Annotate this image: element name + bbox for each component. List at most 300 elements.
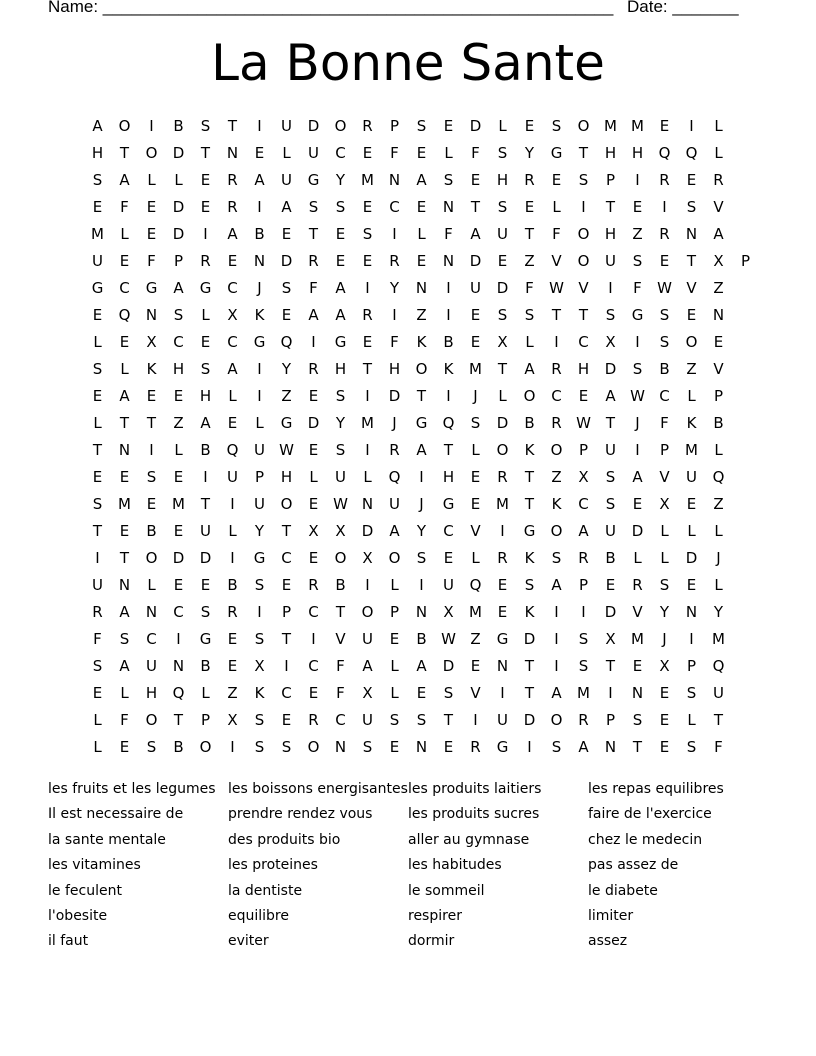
grid-letter[interactable]: B xyxy=(443,333,454,351)
grid-letter[interactable]: M xyxy=(685,441,698,459)
grid-letter[interactable]: I xyxy=(662,198,667,216)
grid-letter[interactable]: I xyxy=(554,603,559,621)
grid-letter[interactable]: R xyxy=(497,549,508,567)
grid-letter[interactable]: O xyxy=(496,441,509,459)
grid-letter[interactable]: O xyxy=(415,360,428,378)
grid-letter[interactable]: S xyxy=(335,441,346,459)
grid-letter[interactable]: Y xyxy=(254,522,265,540)
grid-letter[interactable]: E xyxy=(308,441,319,459)
grid-letter[interactable]: S xyxy=(524,306,535,324)
grid-letter[interactable]: S xyxy=(659,333,670,351)
grid-letter[interactable]: N xyxy=(118,441,131,459)
grid-letter[interactable]: V xyxy=(632,603,643,621)
grid-letter[interactable]: R xyxy=(308,711,319,729)
grid-letter[interactable]: T xyxy=(551,306,562,324)
grid-letter[interactable]: T xyxy=(524,684,535,702)
grid-letter[interactable]: P xyxy=(578,576,589,594)
grid-letter[interactable]: A xyxy=(470,225,481,243)
grid-letter[interactable]: E xyxy=(362,144,373,162)
grid-letter[interactable]: O xyxy=(577,225,590,243)
grid-letter[interactable]: D xyxy=(172,198,185,216)
grid-letter[interactable]: R xyxy=(308,360,319,378)
grid-letter[interactable]: E xyxy=(470,495,481,513)
grid-letter[interactable]: S xyxy=(659,576,670,594)
grid-letter[interactable]: L xyxy=(687,387,696,405)
grid-letter[interactable]: V xyxy=(686,279,697,297)
grid-letter[interactable]: D xyxy=(604,360,617,378)
grid-letter[interactable]: N xyxy=(496,657,509,675)
grid-letter[interactable]: P xyxy=(389,117,400,135)
grid-letter[interactable]: E xyxy=(281,576,292,594)
grid-letter[interactable]: S xyxy=(551,738,562,756)
grid-letter[interactable]: R xyxy=(659,225,670,243)
grid-letter[interactable]: E xyxy=(551,171,562,189)
grid-letter[interactable]: X xyxy=(146,333,157,351)
grid-letter[interactable]: E xyxy=(632,657,643,675)
grid-letter[interactable]: S xyxy=(173,306,184,324)
grid-letter[interactable]: F xyxy=(309,279,318,297)
grid-letter[interactable]: E xyxy=(470,657,481,675)
grid-letter[interactable]: E xyxy=(146,387,157,405)
grid-letter[interactable]: I xyxy=(689,630,694,648)
grid-letter[interactable]: S xyxy=(524,576,535,594)
grid-letter[interactable]: V xyxy=(713,198,724,216)
grid-letter[interactable]: Z xyxy=(632,225,643,243)
grid-letter[interactable]: O xyxy=(334,549,347,567)
grid-letter[interactable]: I xyxy=(419,576,424,594)
grid-letter[interactable]: T xyxy=(605,414,616,432)
grid-letter[interactable]: T xyxy=(524,225,535,243)
grid-letter[interactable]: H xyxy=(145,684,158,702)
grid-letter[interactable]: E xyxy=(146,495,157,513)
grid-letter[interactable]: S xyxy=(362,738,373,756)
grid-letter[interactable]: T xyxy=(524,657,535,675)
grid-letter[interactable]: S xyxy=(254,630,265,648)
grid-letter[interactable]: E xyxy=(713,333,724,351)
grid-letter[interactable]: Q xyxy=(658,144,671,162)
grid-letter[interactable]: Y xyxy=(659,603,670,621)
grid-letter[interactable]: L xyxy=(255,414,264,432)
grid-letter[interactable]: U xyxy=(254,441,265,459)
grid-letter[interactable]: B xyxy=(173,738,184,756)
grid-letter[interactable]: R xyxy=(632,576,643,594)
grid-letter[interactable]: L xyxy=(660,522,669,540)
grid-letter[interactable]: E xyxy=(308,549,319,567)
grid-letter[interactable]: U xyxy=(200,522,211,540)
grid-letter[interactable]: S xyxy=(497,198,508,216)
grid-letter[interactable]: F xyxy=(336,657,345,675)
grid-letter[interactable]: I xyxy=(446,279,451,297)
grid-letter[interactable]: W xyxy=(333,495,348,513)
grid-letter[interactable]: H xyxy=(388,360,401,378)
grid-letter[interactable]: R xyxy=(389,252,400,270)
grid-letter[interactable]: Q xyxy=(442,414,455,432)
grid-letter[interactable]: Y xyxy=(389,279,400,297)
grid-letter[interactable]: F xyxy=(633,279,642,297)
grid-letter[interactable]: P xyxy=(659,441,670,459)
grid-letter[interactable]: I xyxy=(365,441,370,459)
grid-letter[interactable]: H xyxy=(631,144,644,162)
grid-letter[interactable]: C xyxy=(551,387,562,405)
grid-letter[interactable]: S xyxy=(551,117,562,135)
grid-letter[interactable]: E xyxy=(119,738,130,756)
grid-letter[interactable]: S xyxy=(146,468,157,486)
grid-letter[interactable]: E xyxy=(92,684,103,702)
grid-letter[interactable]: W xyxy=(576,414,591,432)
grid-letter[interactable]: V xyxy=(470,522,481,540)
grid-letter[interactable]: O xyxy=(334,117,347,135)
grid-letter[interactable]: Z xyxy=(524,252,535,270)
grid-letter[interactable]: K xyxy=(416,333,427,351)
grid-letter[interactable]: R xyxy=(389,441,400,459)
grid-letter[interactable]: B xyxy=(227,576,238,594)
grid-letter[interactable]: L xyxy=(120,684,129,702)
grid-letter[interactable]: I xyxy=(500,522,505,540)
grid-letter[interactable]: M xyxy=(469,603,482,621)
grid-letter[interactable]: J xyxy=(419,495,424,513)
grid-letter[interactable]: I xyxy=(446,306,451,324)
grid-letter[interactable]: S xyxy=(578,657,589,675)
grid-letter[interactable]: G xyxy=(631,306,644,324)
grid-letter[interactable]: S xyxy=(497,306,508,324)
grid-letter[interactable]: T xyxy=(281,522,292,540)
grid-letter[interactable]: O xyxy=(145,711,158,729)
grid-letter[interactable]: S xyxy=(443,171,454,189)
grid-letter[interactable]: D xyxy=(442,657,455,675)
grid-letter[interactable]: L xyxy=(147,171,156,189)
grid-letter[interactable]: L xyxy=(687,522,696,540)
grid-letter[interactable]: C xyxy=(389,198,400,216)
grid-letter[interactable]: T xyxy=(308,225,319,243)
grid-letter[interactable]: N xyxy=(442,198,455,216)
grid-letter[interactable]: T xyxy=(578,144,589,162)
grid-letter[interactable]: R xyxy=(578,549,589,567)
grid-letter[interactable]: S xyxy=(551,549,562,567)
grid-letter[interactable]: T xyxy=(119,549,130,567)
grid-letter[interactable]: X xyxy=(578,468,589,486)
grid-letter[interactable]: E xyxy=(659,117,670,135)
grid-letter[interactable]: M xyxy=(496,495,509,513)
grid-letter[interactable]: Y xyxy=(335,414,346,432)
grid-letter[interactable]: S xyxy=(92,657,103,675)
grid-letter[interactable]: I xyxy=(527,738,532,756)
grid-letter[interactable]: B xyxy=(524,414,535,432)
grid-letter[interactable]: D xyxy=(469,117,482,135)
grid-letter[interactable]: U xyxy=(92,576,103,594)
grid-letter[interactable]: X xyxy=(497,333,508,351)
grid-letter[interactable]: E xyxy=(362,252,373,270)
grid-letter[interactable]: T xyxy=(281,630,292,648)
grid-letter[interactable]: Z xyxy=(713,495,724,513)
grid-letter[interactable]: X xyxy=(713,252,724,270)
grid-letter[interactable]: H xyxy=(496,171,509,189)
grid-letter[interactable]: H xyxy=(577,360,590,378)
grid-letter[interactable]: F xyxy=(552,225,561,243)
grid-letter[interactable]: F xyxy=(525,279,534,297)
grid-letter[interactable]: E xyxy=(173,468,184,486)
grid-letter[interactable]: U xyxy=(443,576,454,594)
grid-letter[interactable]: K xyxy=(551,495,562,513)
grid-letter[interactable]: L xyxy=(498,387,507,405)
grid-letter[interactable]: E xyxy=(173,522,184,540)
grid-letter[interactable]: S xyxy=(92,495,103,513)
grid-letter[interactable]: B xyxy=(254,225,265,243)
grid-letter[interactable]: U xyxy=(470,279,481,297)
grid-letter[interactable]: A xyxy=(578,522,589,540)
grid-letter[interactable]: A xyxy=(389,522,400,540)
grid-letter[interactable]: R xyxy=(227,198,238,216)
grid-letter[interactable]: T xyxy=(713,711,724,729)
grid-letter[interactable]: H xyxy=(172,360,185,378)
grid-letter[interactable]: E xyxy=(524,198,535,216)
grid-letter[interactable]: A xyxy=(227,225,238,243)
grid-letter[interactable]: L xyxy=(174,441,183,459)
grid-letter[interactable]: S xyxy=(308,198,319,216)
grid-letter[interactable]: D xyxy=(496,414,509,432)
grid-letter[interactable]: M xyxy=(631,630,644,648)
grid-letter[interactable]: T xyxy=(632,738,643,756)
grid-letter[interactable]: N xyxy=(415,738,428,756)
grid-letter[interactable]: O xyxy=(550,522,563,540)
grid-letter[interactable]: F xyxy=(147,252,156,270)
grid-letter[interactable]: A xyxy=(632,468,643,486)
grid-letter[interactable]: G xyxy=(199,279,212,297)
grid-letter[interactable]: Y xyxy=(335,171,346,189)
grid-letter[interactable]: U xyxy=(362,711,373,729)
grid-letter[interactable]: E xyxy=(335,225,346,243)
grid-letter[interactable]: C xyxy=(308,603,319,621)
grid-letter[interactable]: R xyxy=(470,738,481,756)
grid-letter[interactable]: Q xyxy=(388,468,401,486)
grid-letter[interactable]: S xyxy=(92,171,103,189)
grid-letter[interactable]: T xyxy=(686,252,697,270)
grid-letter[interactable]: L xyxy=(282,144,291,162)
grid-letter[interactable]: I xyxy=(284,657,289,675)
grid-letter[interactable]: X xyxy=(308,522,319,540)
grid-letter[interactable]: N xyxy=(442,252,455,270)
grid-letter[interactable]: V xyxy=(713,360,724,378)
grid-letter[interactable]: I xyxy=(365,576,370,594)
grid-letter[interactable]: I xyxy=(635,171,640,189)
grid-letter[interactable]: T xyxy=(119,144,130,162)
grid-letter[interactable]: A xyxy=(173,279,184,297)
grid-letter[interactable]: E xyxy=(470,333,481,351)
grid-letter[interactable]: I xyxy=(149,441,154,459)
grid-letter[interactable]: I xyxy=(95,549,100,567)
grid-letter[interactable]: Z xyxy=(551,468,562,486)
grid-letter[interactable]: D xyxy=(361,522,374,540)
grid-letter[interactable]: G xyxy=(253,333,266,351)
grid-letter[interactable]: S xyxy=(659,306,670,324)
grid-letter[interactable]: J xyxy=(635,414,640,432)
grid-letter[interactable]: W xyxy=(279,441,294,459)
grid-letter[interactable]: X xyxy=(362,549,373,567)
grid-letter[interactable]: S xyxy=(605,306,616,324)
grid-letter[interactable]: T xyxy=(524,495,535,513)
grid-letter[interactable]: N xyxy=(118,576,131,594)
grid-letter[interactable]: I xyxy=(311,333,316,351)
grid-letter[interactable]: L xyxy=(714,522,723,540)
grid-letter[interactable]: G xyxy=(415,414,428,432)
grid-letter[interactable]: D xyxy=(631,522,644,540)
grid-letter[interactable]: I xyxy=(257,117,262,135)
grid-letter[interactable]: T xyxy=(146,414,157,432)
grid-letter[interactable]: A xyxy=(119,387,130,405)
grid-letter[interactable]: B xyxy=(200,657,211,675)
grid-letter[interactable]: T xyxy=(470,198,481,216)
grid-letter[interactable]: E xyxy=(119,252,130,270)
grid-letter[interactable]: A xyxy=(362,657,373,675)
grid-letter[interactable]: E xyxy=(659,684,670,702)
grid-letter[interactable]: O xyxy=(577,117,590,135)
grid-letter[interactable]: V xyxy=(578,279,589,297)
grid-letter[interactable]: O xyxy=(145,144,158,162)
grid-letter[interactable]: E xyxy=(416,144,427,162)
grid-letter[interactable]: C xyxy=(335,711,346,729)
grid-letter[interactable]: A xyxy=(254,171,265,189)
grid-letter[interactable]: E xyxy=(686,495,697,513)
grid-letter[interactable]: E xyxy=(416,198,427,216)
grid-letter[interactable]: A xyxy=(578,738,589,756)
grid-letter[interactable]: A xyxy=(119,657,130,675)
grid-letter[interactable]: T xyxy=(605,657,616,675)
grid-letter[interactable]: E xyxy=(470,306,481,324)
grid-letter[interactable]: G xyxy=(199,630,212,648)
grid-letter[interactable]: P xyxy=(254,468,265,486)
grid-letter[interactable]: N xyxy=(226,144,239,162)
grid-letter[interactable]: V xyxy=(470,684,481,702)
grid-letter[interactable]: U xyxy=(605,252,616,270)
grid-letter[interactable]: I xyxy=(365,279,370,297)
grid-letter[interactable]: L xyxy=(228,387,237,405)
grid-letter[interactable]: B xyxy=(146,522,157,540)
grid-letter[interactable]: U xyxy=(686,468,697,486)
grid-letter[interactable]: H xyxy=(334,360,347,378)
grid-letter[interactable]: B xyxy=(416,630,427,648)
grid-letter[interactable]: M xyxy=(172,495,185,513)
grid-letter[interactable]: U xyxy=(605,441,616,459)
grid-letter[interactable]: Z xyxy=(470,630,481,648)
grid-letter[interactable]: J xyxy=(473,387,478,405)
grid-letter[interactable]: M xyxy=(361,414,374,432)
grid-letter[interactable]: B xyxy=(713,414,724,432)
grid-letter[interactable]: R xyxy=(362,306,373,324)
grid-letter[interactable]: E xyxy=(497,603,508,621)
grid-letter[interactable]: N xyxy=(685,225,698,243)
grid-letter[interactable]: T xyxy=(524,468,535,486)
grid-letter[interactable]: A xyxy=(416,657,427,675)
grid-letter[interactable]: F xyxy=(444,225,453,243)
grid-letter[interactable]: S xyxy=(200,117,211,135)
grid-letter[interactable]: T xyxy=(173,711,184,729)
grid-letter[interactable]: X xyxy=(605,630,616,648)
grid-letter[interactable]: E xyxy=(632,495,643,513)
grid-letter[interactable]: O xyxy=(550,711,563,729)
grid-letter[interactable]: V xyxy=(335,630,346,648)
grid-letter[interactable]: L xyxy=(714,441,723,459)
grid-letter[interactable]: T xyxy=(443,711,454,729)
grid-letter[interactable]: P xyxy=(173,252,184,270)
grid-letter[interactable]: I xyxy=(554,333,559,351)
grid-letter[interactable]: M xyxy=(577,684,590,702)
grid-letter[interactable]: M xyxy=(118,495,131,513)
grid-letter[interactable]: X xyxy=(335,522,346,540)
grid-letter[interactable]: S xyxy=(470,414,481,432)
grid-letter[interactable]: A xyxy=(200,414,211,432)
grid-letter[interactable]: S xyxy=(92,360,103,378)
grid-letter[interactable]: M xyxy=(712,630,725,648)
grid-letter[interactable]: E xyxy=(119,333,130,351)
grid-letter[interactable]: B xyxy=(659,360,670,378)
grid-letter[interactable]: U xyxy=(497,711,508,729)
grid-letter[interactable]: Z xyxy=(686,360,697,378)
grid-letter[interactable]: H xyxy=(199,387,212,405)
grid-letter[interactable]: P xyxy=(713,387,724,405)
grid-letter[interactable]: H xyxy=(91,144,104,162)
grid-letter[interactable]: R xyxy=(713,171,724,189)
grid-letter[interactable]: L xyxy=(525,333,534,351)
grid-letter[interactable]: M xyxy=(604,117,617,135)
grid-letter[interactable]: K xyxy=(524,441,535,459)
grid-letter[interactable]: Q xyxy=(712,657,725,675)
grid-letter[interactable]: B xyxy=(173,117,184,135)
grid-letter[interactable]: I xyxy=(176,630,181,648)
grid-letter[interactable]: E xyxy=(281,306,292,324)
grid-letter[interactable]: P xyxy=(389,603,400,621)
grid-letter[interactable]: U xyxy=(281,117,292,135)
grid-letter[interactable]: L xyxy=(714,144,723,162)
grid-letter[interactable]: U xyxy=(254,495,265,513)
grid-letter[interactable]: E xyxy=(200,576,211,594)
grid-letter[interactable]: E xyxy=(281,225,292,243)
grid-letter[interactable]: S xyxy=(119,630,130,648)
grid-letter[interactable]: L xyxy=(93,711,102,729)
grid-letter[interactable]: L xyxy=(201,306,210,324)
grid-letter[interactable]: E xyxy=(200,198,211,216)
grid-letter[interactable]: T xyxy=(200,144,211,162)
grid-letter[interactable]: I xyxy=(581,198,586,216)
grid-letter[interactable]: S xyxy=(200,360,211,378)
grid-letter[interactable]: C xyxy=(308,657,319,675)
grid-letter[interactable]: D xyxy=(280,252,293,270)
grid-letter[interactable]: E xyxy=(146,198,157,216)
grid-letter[interactable]: E xyxy=(416,684,427,702)
grid-letter[interactable]: A xyxy=(119,603,130,621)
grid-letter[interactable]: E xyxy=(443,549,454,567)
grid-letter[interactable]: E xyxy=(281,711,292,729)
grid-letter[interactable]: C xyxy=(173,603,184,621)
grid-letter[interactable]: I xyxy=(554,630,559,648)
grid-letter[interactable]: D xyxy=(307,117,320,135)
grid-letter[interactable]: T xyxy=(92,522,103,540)
grid-letter[interactable]: A xyxy=(119,171,130,189)
grid-letter[interactable]: E xyxy=(308,387,319,405)
grid-letter[interactable]: L xyxy=(201,684,210,702)
grid-letter[interactable]: O xyxy=(280,495,293,513)
grid-letter[interactable]: L xyxy=(471,441,480,459)
grid-letter[interactable]: T xyxy=(416,387,427,405)
grid-letter[interactable]: I xyxy=(365,387,370,405)
grid-letter[interactable]: U xyxy=(92,252,103,270)
grid-letter[interactable]: I xyxy=(554,657,559,675)
grid-letter[interactable]: S xyxy=(605,495,616,513)
grid-letter[interactable]: X xyxy=(227,711,238,729)
grid-letter[interactable]: S xyxy=(416,117,427,135)
grid-letter[interactable]: C xyxy=(578,333,589,351)
grid-letter[interactable]: J xyxy=(257,279,262,297)
grid-letter[interactable]: N xyxy=(388,171,401,189)
grid-letter[interactable]: D xyxy=(469,252,482,270)
